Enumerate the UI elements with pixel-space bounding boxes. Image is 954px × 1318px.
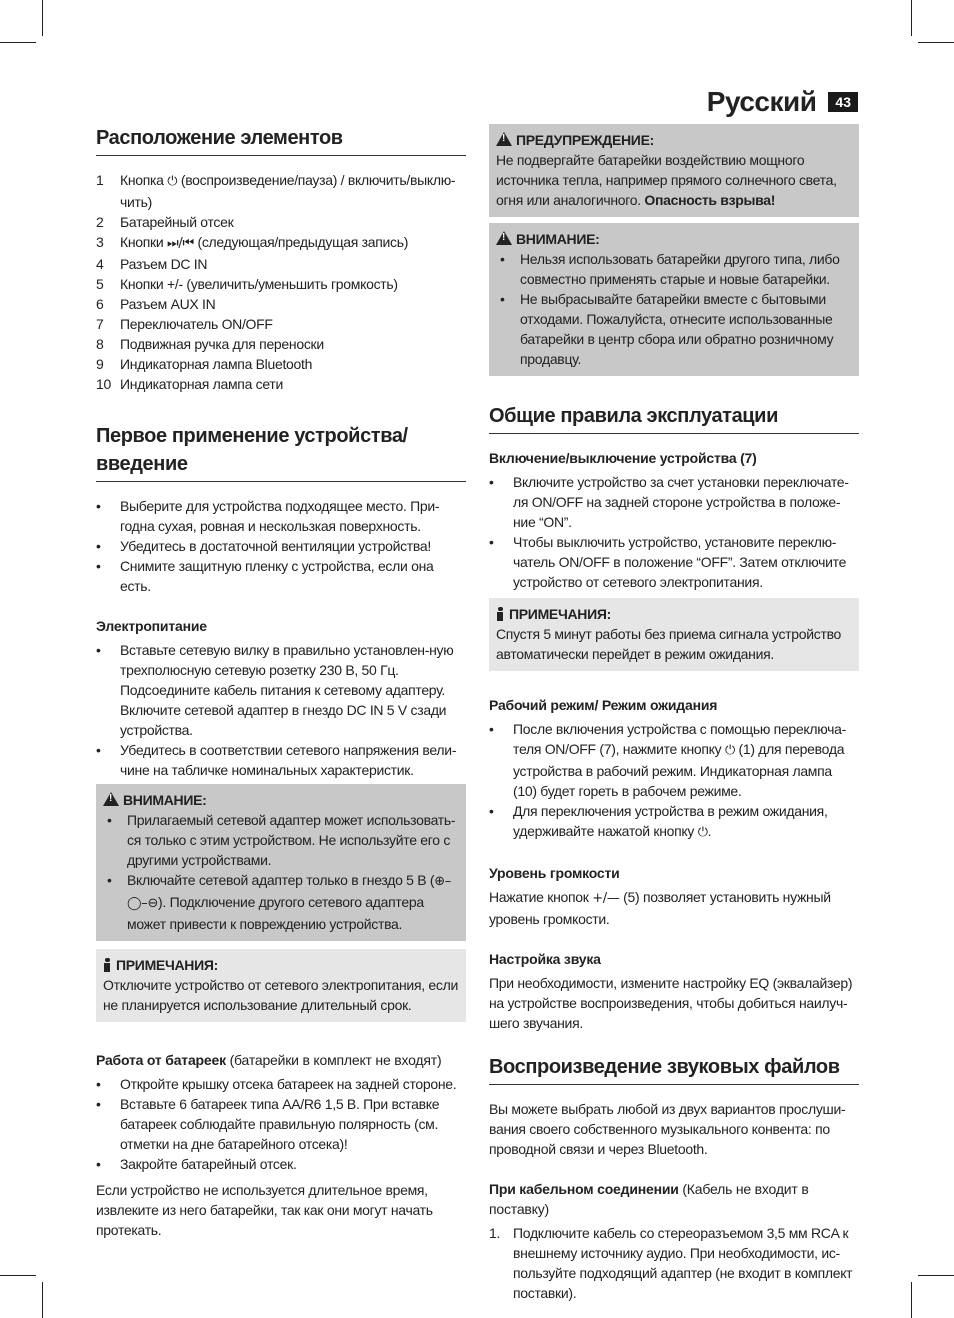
list-item bbox=[96, 212, 466, 232]
item-number: 8 bbox=[96, 336, 104, 352]
list-item: • Закройте батарейный отсек. bbox=[96, 1154, 466, 1174]
list-item bbox=[96, 314, 466, 334]
list-item: • Снимите защитную пленку с устройства, если она есть. bbox=[96, 556, 466, 596]
warning-title-text: ПРЕДУПРЕЖДЕНИЕ: bbox=[516, 132, 654, 148]
page-header bbox=[707, 86, 858, 118]
battery-list bbox=[96, 1074, 466, 1174]
section-title-elements: Расположение элементов bbox=[96, 124, 466, 156]
list-item: • Откройте крышку отсека батареек на задней стороне. bbox=[96, 1074, 466, 1094]
crop-mark bbox=[911, 1282, 912, 1318]
item-number: 1 bbox=[96, 172, 104, 188]
list-item bbox=[96, 232, 466, 254]
cable-heading: При кабельном соединении (Кабель не входит в поставку) bbox=[489, 1181, 809, 1217]
section-title-playback: Воспроизведение звуковых файлов bbox=[489, 1053, 859, 1085]
section-title-general: Общие правила эксплуатации bbox=[489, 402, 859, 434]
info-icon bbox=[496, 607, 504, 621]
list-item: • Вставьте сетевую вилку в правильно установлен-ную трехполюсную сетевую розетку 230 В, 50 Гц. Подсоедините кабель питания к сетевому адаптеру. Включите сетевой адаптер в гнездо DC IN 5 V сзади устройства. bbox=[96, 640, 466, 740]
skip-icon: ⏭/⏮ bbox=[167, 236, 194, 251]
list-item: • Чтобы выключить устройство, установите переклю-чатель ON/OFF в положение “OFF”. Затем отключите устройство от сетевого электропитания. bbox=[489, 532, 859, 592]
item-text: Переключатель ON/OFF bbox=[120, 316, 273, 332]
warning-box-title bbox=[496, 130, 852, 150]
list-item bbox=[96, 354, 466, 374]
crop-mark bbox=[0, 1275, 36, 1276]
sound-text: При необходимости, измените настройку EQ (эквалайзер) на устройстве воспроизведения, чтобы добиться наилуч-шего звучания. bbox=[489, 975, 853, 1031]
power-icon: ⏻ bbox=[724, 743, 735, 758]
list-item: • Включите устройство за счет установки переключате-ля ON/OFF на задней стороне устройства в положе-ние “ON”. bbox=[489, 472, 859, 532]
list-item bbox=[96, 274, 466, 294]
list-item: • После включения устройства с помощью переключа-теля ON/OFF (7), нажмите кнопку ⏻ (1) для перевода устройства в рабочий режим. Индикаторная лампа (10) будет гореть в рабочем режиме. bbox=[489, 719, 859, 801]
item-text: Кнопки ⏭/⏮ (следующая/предыдущая запись) bbox=[120, 234, 409, 251]
list-item bbox=[96, 334, 466, 354]
first-use-list bbox=[96, 496, 466, 596]
item-text: Разъем AUX IN bbox=[120, 296, 216, 312]
caution-box-title bbox=[496, 229, 852, 249]
volume-heading: Уровень громкости bbox=[489, 865, 620, 881]
warning-text: Не подвергайте батарейки воздействию мощного источника тепла, например прямого солнечного света, огня или аналогичного. Опасность взрыва! bbox=[496, 152, 837, 208]
item-number: 9 bbox=[96, 356, 104, 372]
list-item: • Убедитесь в соответствии сетевого напряжения вели-чине на табличке номинальных характеристик. bbox=[96, 740, 466, 780]
item-number: 5 bbox=[96, 276, 104, 292]
list-item: • Не выбрасывайте батарейки вместе с бытовыми отходами. Пожалуйста, отнесите использованные батарейки в центр сбора или обратно розничному продавцу. bbox=[496, 289, 852, 369]
left-column bbox=[96, 124, 466, 1240]
crop-mark bbox=[0, 42, 36, 43]
list-item: • Прилагаемый сетевой адаптер может использовать-ся только с этим устройством. Не используйте его с другими устройствами. bbox=[103, 810, 459, 870]
caution-list bbox=[103, 810, 459, 934]
item-text: Кнопки +/- (увеличить/уменьшить громкость) bbox=[120, 276, 398, 292]
mode-heading: Рабочий режим/ Режим ожидания bbox=[489, 697, 718, 713]
notes-title-text: ПРИМЕЧАНИЯ: bbox=[116, 957, 219, 973]
item-text: Разъем DC IN bbox=[120, 256, 208, 272]
item-number: 7 bbox=[96, 316, 104, 332]
list-item bbox=[96, 170, 466, 212]
caution-title-text: ВНИМАНИЕ: bbox=[123, 792, 207, 808]
list-item bbox=[96, 374, 466, 394]
volume-text: Нажатие кнопок +/— (5) позволяет установить нужный уровень громкости. bbox=[489, 889, 831, 927]
item-number: 10 bbox=[96, 376, 111, 392]
item-number: 2 bbox=[96, 214, 104, 230]
list-item: • Вставьте 6 батареек типа AA/R6 1,5 В. При вставке батареек соблюдайте правильную полярность (см. отметки на дне батарейного отсека)! bbox=[96, 1094, 466, 1154]
section-title-first-use: Первое применение устройства/ введение bbox=[96, 422, 466, 482]
notes-box-title bbox=[103, 955, 459, 975]
notes-box-title bbox=[496, 604, 852, 624]
list-item: • Выберите для устройства подходящее место. При-годна сухая, ровная и нескользкая поверхность. bbox=[96, 496, 466, 536]
warning-box bbox=[489, 124, 859, 217]
caution-box bbox=[489, 223, 859, 376]
playback-intro: Вы можете выбрать любой из двух вариантов прослуши-вания своего собственного музыкального конвента: по проводной связи и через Bluetooth. bbox=[489, 1101, 846, 1157]
list-item: • Нельзя использовать батарейки другого типа, либо совместно применять старые и новые батарейки. bbox=[496, 249, 852, 289]
battery-paragraph: Если устройство не используется длительное время, извлеките из него батарейки, так как они могут начать протекать. bbox=[96, 1182, 433, 1238]
item-number: 4 bbox=[96, 256, 104, 272]
polarity-icon: ⊕–◯–⊖ bbox=[127, 874, 452, 911]
battery-heading: Работа от батареек (батарейки в комплект не входят) bbox=[96, 1052, 442, 1068]
crop-mark bbox=[42, 0, 43, 36]
list-item: • Включайте сетевой адаптер только в гнездо 5 В (⊕–◯–⊖). Подключение другого сетевого адаптера может привести к повреждению устройства. bbox=[103, 870, 459, 934]
warning-icon bbox=[496, 231, 512, 245]
caution-box-title bbox=[103, 790, 459, 810]
warning-icon bbox=[103, 792, 119, 806]
language-title: Русский bbox=[706, 86, 817, 117]
item-text: Индикаторная лампа Bluetooth bbox=[120, 356, 313, 372]
item-text: Батарейный отсек bbox=[120, 214, 234, 230]
warning-icon bbox=[496, 132, 512, 146]
power-icon: ⏻ bbox=[697, 825, 708, 840]
item-text: Подвижная ручка для переноски bbox=[120, 336, 324, 352]
list-item bbox=[96, 294, 466, 314]
caution-list bbox=[496, 249, 852, 369]
power-icon: ⏻ bbox=[167, 174, 178, 189]
power-list bbox=[96, 640, 466, 780]
list-item: • Убедитесь в достаточной вентиляции устройства! bbox=[96, 536, 466, 556]
step-text: Подключите кабель со стереоразъемом 3,5 мм RCA к внешнему источнику аудио. При необходимости, ис-пользуйте подходящий адаптер (не входит в комплект поставки). bbox=[513, 1225, 853, 1301]
crop-mark bbox=[42, 1282, 43, 1318]
list-item: • Для переключения устройства в режим ожидания, удерживайте нажатой кнопку ⏻. bbox=[489, 801, 859, 843]
info-icon bbox=[103, 958, 111, 972]
step-number: 1. bbox=[489, 1225, 501, 1241]
right-column bbox=[489, 124, 859, 1303]
cable-steps bbox=[489, 1223, 859, 1303]
item-text: Кнопка ⏻ (воспроизведение/пауза) / включить/выклю-чить) bbox=[120, 172, 456, 210]
notes-text: Отключите устройство от сетевого электропитания, если не планируется использование длительный срок. bbox=[103, 977, 458, 1013]
item-number: 3 bbox=[96, 234, 104, 250]
sound-heading: Настройка звука bbox=[489, 951, 601, 967]
notes-box bbox=[96, 949, 466, 1022]
crop-mark bbox=[918, 1275, 954, 1276]
onoff-heading: Включение/выключение устройства (7) bbox=[489, 450, 757, 466]
mode-list bbox=[489, 719, 859, 843]
crop-mark bbox=[918, 42, 954, 43]
list-item bbox=[489, 1223, 859, 1303]
notes-box bbox=[489, 598, 859, 671]
volume-icon: +/— bbox=[592, 891, 620, 906]
power-heading: Электропитание bbox=[96, 618, 207, 634]
onoff-list bbox=[489, 472, 859, 592]
elements-list bbox=[96, 170, 466, 394]
notes-title-text: ПРИМЕЧАНИЯ: bbox=[509, 606, 612, 622]
notes-text: Спустя 5 минут работы без приема сигнала устройство автоматически перейдет в режим ожидания. bbox=[496, 626, 842, 662]
crop-mark bbox=[911, 0, 912, 36]
item-number: 6 bbox=[96, 296, 104, 312]
page-number: 43 bbox=[828, 92, 858, 112]
list-item bbox=[96, 254, 466, 274]
caution-title-text: ВНИМАНИЕ: bbox=[516, 231, 600, 247]
caution-box bbox=[96, 784, 466, 941]
item-text: Индикаторная лампа сети bbox=[120, 376, 284, 392]
